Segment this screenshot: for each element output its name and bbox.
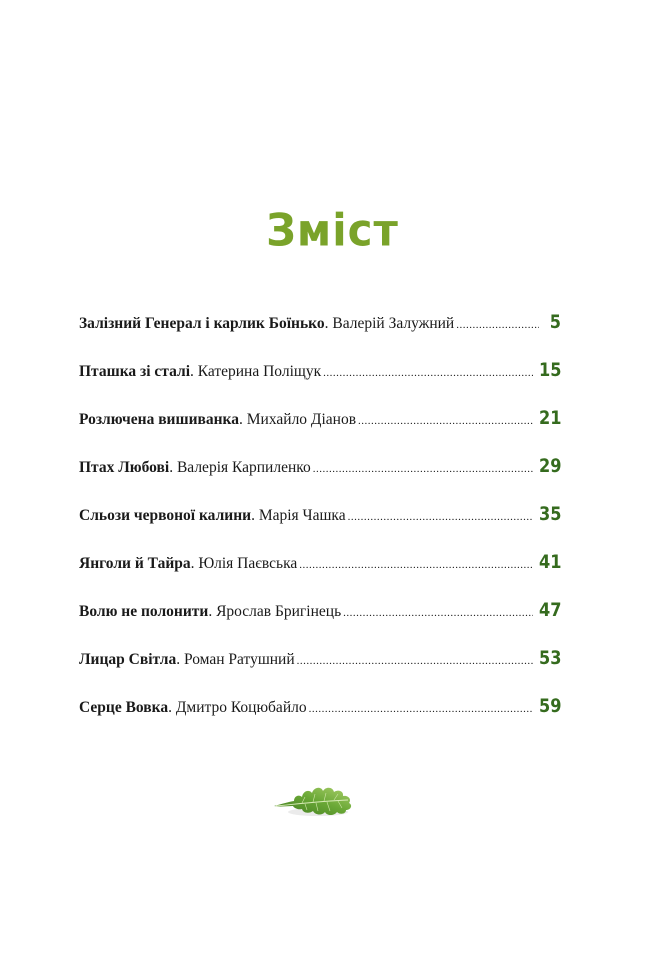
story-author: Юлія Паєвська [198, 555, 298, 572]
toc-entry[interactable] [79, 504, 561, 552]
story-author: Роман Ратушний [183, 651, 295, 668]
title-separator: . [208, 603, 217, 620]
story-title: Залізний Генерал і карлик Боїнько [79, 315, 325, 332]
story-title: Лицар Світла [79, 651, 177, 668]
dot-leader [358, 411, 533, 431]
story-title: Сльози червоної калини [79, 507, 252, 524]
page-number: 15 [538, 359, 561, 381]
page-number: 29 [538, 455, 561, 477]
title-separator: . [190, 363, 198, 380]
dot-leader [456, 315, 539, 335]
page-number: 35 [538, 503, 561, 525]
page-number: 53 [538, 647, 561, 669]
story-title: Розлючена вишиванка [79, 411, 240, 428]
story-title: Янголи й Тайра [79, 555, 191, 572]
story-title: Птах Любові [79, 459, 170, 476]
page-title: Зміст [266, 204, 399, 257]
toc-entry[interactable] [79, 408, 561, 456]
page-number: 5 [549, 311, 561, 333]
toc-entry[interactable] [79, 312, 561, 360]
dot-leader [299, 555, 532, 575]
title-separator: . [168, 699, 176, 716]
title-separator: . [251, 507, 259, 524]
toc-entry[interactable] [79, 600, 561, 648]
page-number: 47 [538, 599, 561, 621]
toc-entry[interactable] [79, 360, 561, 408]
dot-leader [313, 459, 533, 479]
story-author: Михайло Діанов [246, 411, 357, 428]
dot-leader [323, 363, 532, 383]
story-author: Дмитро Коцюбайло [175, 699, 307, 716]
toc-entry[interactable] [79, 648, 561, 696]
story-author: Ярослав Бригінець [216, 603, 342, 620]
toc-entry[interactable] [79, 456, 561, 504]
story-author: Марія Чашка [258, 507, 346, 524]
title-separator: . [324, 315, 333, 332]
title-separator: . [239, 411, 247, 428]
title-separator: . [176, 651, 184, 668]
story-author: Катерина Поліщук [197, 363, 322, 380]
story-title: Серце Вовка [79, 699, 169, 716]
dot-leader [343, 603, 532, 623]
dot-leader [348, 507, 533, 527]
dot-leader [309, 699, 533, 719]
oak-leaf-icon [272, 782, 358, 822]
toc-entry[interactable] [79, 552, 561, 600]
story-author: Валерій Залужний [332, 315, 455, 332]
toc-entry[interactable] [79, 696, 561, 744]
title-separator: . [169, 459, 177, 476]
story-title: Пташка зі сталі [79, 363, 190, 380]
page-number: 41 [538, 551, 561, 573]
story-author: Валерія Карпиленко [176, 459, 311, 476]
dot-leader [297, 651, 533, 671]
table-of-contents [79, 312, 561, 744]
title-separator: . [190, 555, 199, 572]
page-number: 21 [538, 407, 561, 429]
story-title: Волю не полонити [79, 603, 209, 620]
page-number: 59 [538, 695, 561, 717]
